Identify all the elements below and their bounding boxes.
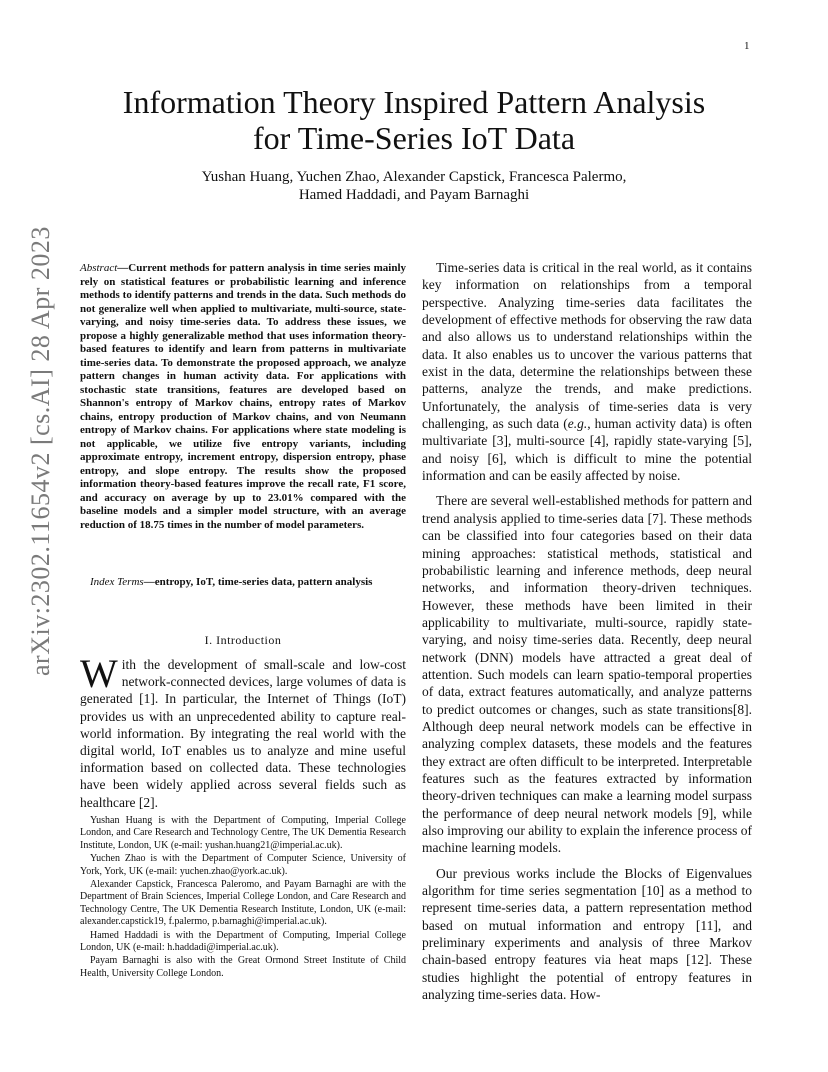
body-paragraph: Our previous works include the Blocks of Eigenvalues algorithm for time series segmentation [10] as a method to represent time-series data, a pattern representation method based on mutual information and entropy [11], and preliminary experiments and analysis of three Markov chain-based entropy features via heat maps [12]. These studies highlight the potential of entropy features in analyzing time-series data. How- (422, 865, 752, 1003)
author-footnotes (80, 815, 406, 981)
footnote: Hamed Haddadi is with the Department of Computing, Imperial College London, UK (e-mail: h.haddadi@imperial.ac.uk). (80, 929, 406, 954)
abstract-text: —Current methods for pattern analysis in time series mainly rely on statistical features or probabilistic learning and inference methods to identify patterns and trends in the data. Such methods do not generalize well when applied to multivariate, multi-source, state-varying, and noisy time-series data. To address these issues, we propose a highly generalizable method that uses information theory-based features to identify and learn from patterns in multivariate time-series data. To demonstrate the proposed approach, we analyze pattern changes in human activity data. For applications with stochastic state transitions, features are developed based on Shannon's entropy of Markov chains, entropy rates of Markov chains, entropy production of Markov chains, and von Neumann entropy of Markov chains. For applications where state modeling is not applicable, we utilize five entropy variants, including approximate entropy, increment entropy, dispersion entropy, phase entropy, and slope entropy. The results show the proposed information theory-based features improve the recall rate, F1 score, and accuracy on average by up to 23.01% compared with the baseline models and a simpler model structure, with an average reduction of 18.75 times in the number of model parameters. (80, 262, 406, 531)
footnote: Alexander Capstick, Francesca Paleromo, and Payam Barnaghi are with the Department of Brain Sciences, Imperial College London, and Care Research and Technology Centre, The UK Dementia Research Institute, London, UK (e-mail: alexander.capstick19, f.palermo, p.barnaghi@imperial.ac.uk). (80, 879, 406, 928)
body-text: Time-series data is critical in the real world, as it contains key information on relationships from a temporal perspective. Analyzing time-series data facilitates the development of effective methods for observing the raw data and also allows us to understand relationships within the data. It also enables us to uncover the various patterns that exist in the data, determine the relationships between these patterns, analyze the trends, and make predictions. Unfortunately, the analysis of time-series data is very challenging, as such data ( (422, 260, 752, 432)
footnote: Yuchen Zhao is with the Department of Computer Science, University of York, York, UK (e-mail: yuchen.zhao@york.ac.uk). (80, 853, 406, 877)
author-list (120, 168, 708, 204)
index-terms (80, 576, 406, 590)
page-number: 1 (744, 40, 750, 52)
drop-cap: W (80, 651, 118, 696)
body-text: , human activity data) is often multivariate [3], multi-source [4], rapidly state-varying [5], and noisy [6], which is difficult to mine the potential information and can be easily affected by noise. (422, 416, 752, 484)
introduction-text: ith the development of small-scale and low-cost network-connected devices, large volumes of data is generated [1]. In particular, the Internet of Things (IoT) provides us with an unprecedented ability to capture real-world information. By integrating the real world with the digital world, IoT enables us to analyze and mine useful information based on collected data. These technologies have been widely applied across several fields such as healthcare [2]. (80, 657, 406, 810)
abstract-label: Abstract (80, 262, 118, 274)
body-paragraph (422, 259, 752, 484)
arxiv-identifier: arXiv:2302.11654v2 [cs.AI] 28 Apr 2023 (26, 226, 55, 676)
section-heading-introduction: I. Introduction (204, 633, 282, 647)
paper-title (60, 84, 768, 156)
emphasis-eg: e.g. (567, 416, 588, 432)
body-paragraph: There are several well-established methods for pattern and trend analysis applied to time-series data [7]. These methods can be classified into four categories based on their data mining approaches: statistical methods, statistical and probabilistic learning and inference methods, deep neural networks, and information theory-driven techniques. However, these methods have been limited in their applicability to multivariate, multi-source, rapidly state-varying, and noisy time-series data. Recently, deep neural network (DNN) models have attracted a great deal of attention. Such models can learn spatio-temporal properties of data, extract features automatically, and analyze patterns to predict outcomes or changes, such as state transitions[8]. Although deep neural network models can be effective in analyzing complex datasets, these models and the features they extract are often difficult to be interpreted. Interpretable features such as the features extracted by information theory-driven techniques can make a learning model surpass the performance of deep neural network models [9], while also improving our ability to explain the inference process of machine learning models. (422, 493, 752, 856)
footnote: Payam Barnaghi is also with the Great Ormond Street Institute of Child Health, University College London. (80, 955, 406, 979)
index-terms-text: —entropy, IoT, time-series data, pattern analysis (143, 576, 373, 588)
index-terms-label: Index Terms (90, 576, 144, 588)
abstract (80, 262, 406, 532)
footnote: Yushan Huang is with the Department of Computing, Imperial College London, and Care Research and Technology Centre, The UK Dementia Research Institute, London, UK (e-mail: yushan.huang21@imperial.ac.uk). (80, 815, 406, 851)
authors-line-2: Hamed Haddadi, and Payam Barnaghi (298, 187, 530, 203)
title-line-1: Information Theory Inspired Pattern Analysis (122, 84, 706, 120)
right-column-body (422, 259, 752, 1011)
introduction-paragraph (80, 651, 406, 811)
title-line-2: for Time-Series IoT Data (252, 120, 576, 156)
authors-line-1: Yushan Huang, Yuchen Zhao, Alexander Capstick, Francesca Palermo, (201, 169, 627, 185)
